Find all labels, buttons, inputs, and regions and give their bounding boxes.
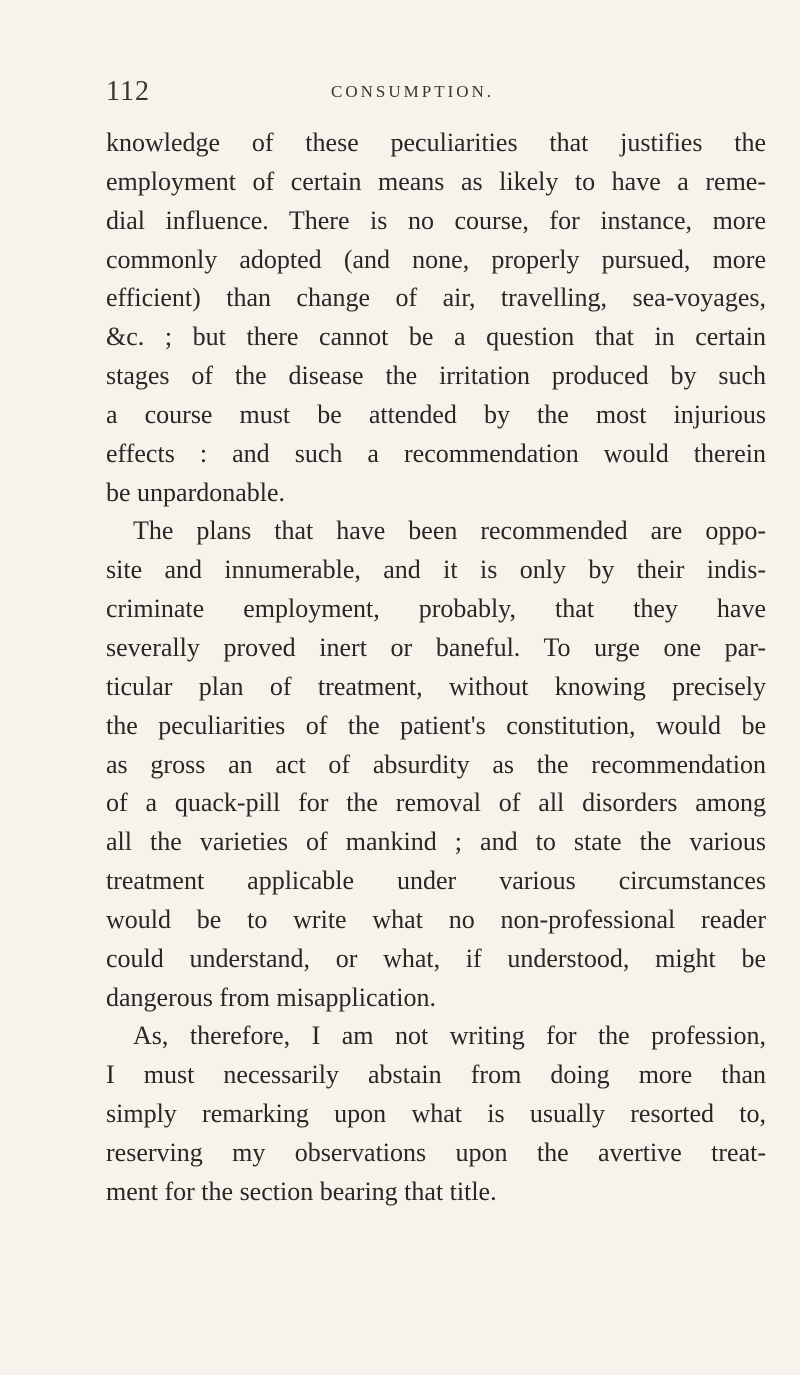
text-line: could understand, or what, if understood, might be	[106, 943, 766, 973]
text-line: stages of the disease the irritation produced by such	[106, 361, 766, 391]
text-line: site and innumerable, and it is only by their indis-	[106, 555, 766, 585]
paragraph-first-line: As, therefore, I am not writing for the profession,	[133, 1021, 766, 1051]
text-line: severally proved inert or baneful. To urge one par-	[106, 632, 766, 662]
paragraph-first-line: The plans that have been recommended are oppo-	[133, 516, 766, 546]
text-line: treatment applicable under various circumstances	[106, 866, 766, 896]
text-line: criminate employment, probably, that they have	[106, 594, 766, 624]
text-line: as gross an act of absurdity as the recommendation	[106, 749, 766, 779]
running-title: CONSUMPTION.	[331, 82, 495, 101]
text-line: dangerous from misapplication.	[106, 982, 436, 1012]
text-line: knowledge of these peculiarities that justifies the	[106, 128, 766, 157]
text-line: simply remarking upon what is usually resorted to,	[106, 1099, 766, 1129]
text-line: a course must be attended by the most injurious	[106, 399, 766, 429]
body-text	[106, 124, 766, 1212]
text-line: &c. ; but there cannot be a question that in certain	[106, 322, 766, 352]
running-head	[106, 76, 766, 106]
text-line: efficient) than change of air, travelling, sea-voyages,	[106, 283, 766, 313]
text-line: of a quack-pill for the removal of all disorders among	[106, 788, 766, 818]
text-line: the peculiarities of the patient's constitution, would be	[106, 710, 766, 740]
text-line: reserving my observations upon the avertive treat-	[106, 1137, 766, 1167]
page-number: 112	[106, 76, 150, 107]
text-line: ticular plan of treatment, without knowing precisely	[106, 671, 766, 701]
text-line: effects : and such a recommendation would therein	[106, 438, 766, 468]
text-line: all the varieties of mankind ; and to state the various	[106, 827, 766, 857]
text-line: employment of certain means as likely to have a reme-	[106, 166, 766, 196]
text-line: I must necessarily abstain from doing more than	[106, 1060, 766, 1090]
text-line: would be to write what no non-professional reader	[106, 904, 766, 934]
text-line: ment for the section bearing that title.	[106, 1176, 497, 1206]
text-line: commonly adopted (and none, properly pursued, more	[106, 244, 766, 274]
text-line: dial influence. There is no course, for instance, more	[106, 205, 766, 235]
text-line: be unpardonable.	[106, 477, 286, 507]
